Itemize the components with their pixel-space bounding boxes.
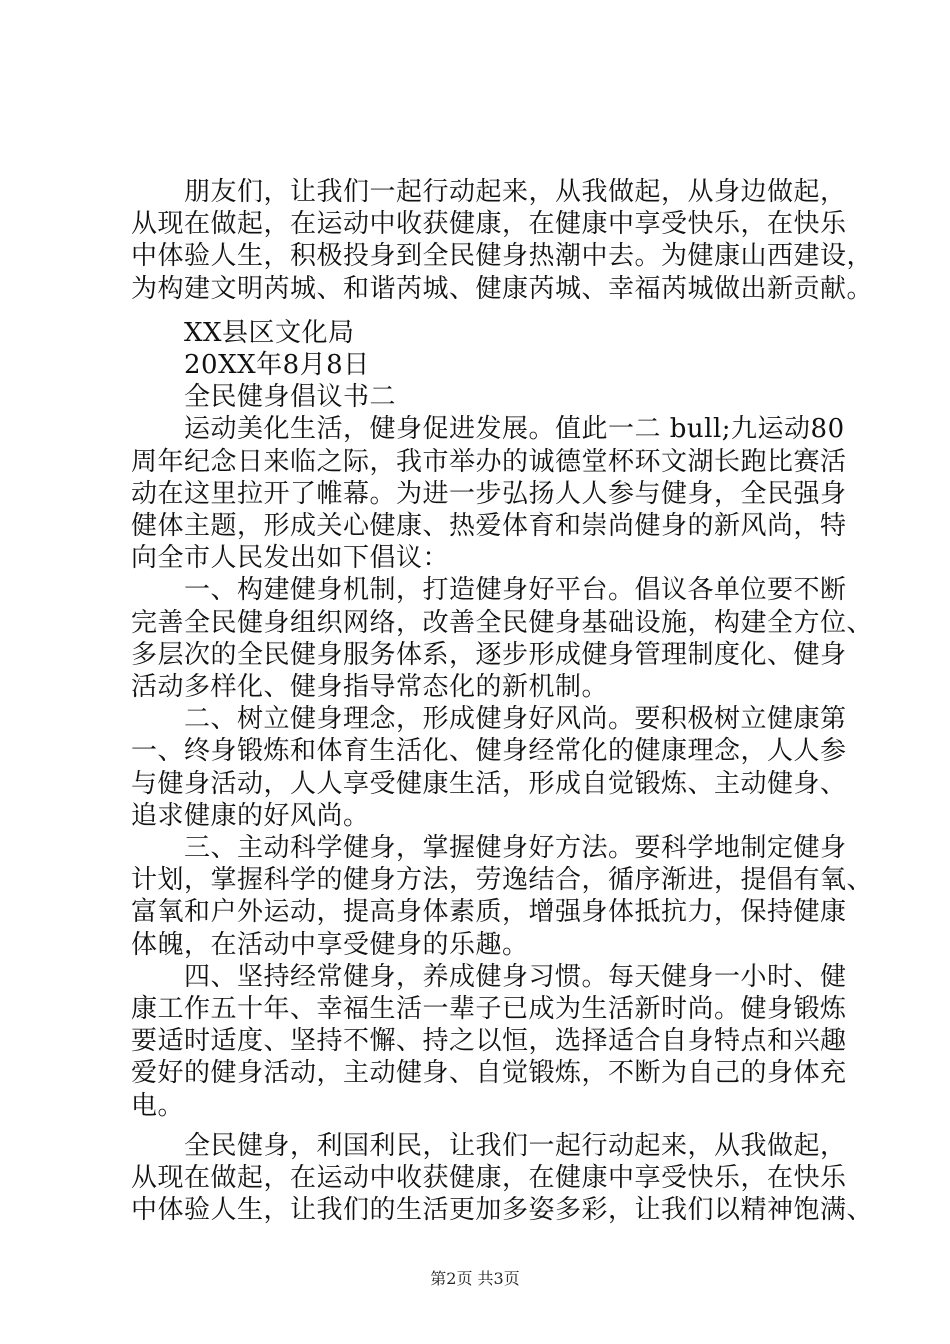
- paragraph-line: 富氧和户外运动，提高身体素质，增强身体抵抗力，保持健康: [131, 897, 847, 927]
- paragraph-line: 朋友们，让我们一起行动起来，从我做起，从身边做起，: [131, 177, 847, 207]
- paragraph-line: 完善全民健身组织网络，改善全民健身基础设施，构建全方位、: [131, 608, 874, 638]
- paragraph-line: 中体验人生，让我们的生活更加多姿多彩，让我们以精神饱满、: [131, 1195, 874, 1225]
- paragraph-line: 为构建文明芮城、和谐芮城、健康芮城、幸福芮城做出新贡献。: [131, 274, 874, 304]
- paragraph-line: 三、主动科学健身，掌握健身好方法。要科学地制定健身: [131, 833, 847, 863]
- signature-date: 20XX年8月8日: [131, 350, 370, 380]
- paragraph-line: 周年纪念日来临之际，我市举办的诚德堂杯环文湖长跑比赛活: [131, 447, 847, 477]
- paragraph-line: 一、终身锻炼和体育生活化、健身经常化的健康理念，人人参: [131, 736, 847, 766]
- paragraph-line: 一、构建健身机制，打造健身好平台。倡议各单位要不断: [131, 575, 847, 605]
- paragraph-line: 与健身活动，人人享受健康生活，形成自觉锻炼、主动健身、: [131, 769, 847, 799]
- paragraph-line: 动在这里拉开了帷幕。为进一步弘扬人人参与健身，全民强身: [131, 479, 847, 509]
- section-title: 全民健身倡议书二: [131, 382, 397, 412]
- paragraph-line: 健体主题，形成关心健康、热爱体育和崇尚健身的新风尚，特: [131, 511, 847, 541]
- paragraph-line: 活动多样化、健身指导常态化的新机制。: [131, 672, 609, 702]
- paragraph-line: 四、坚持经常健身，养成健身习惯。每天健身一小时、健: [131, 962, 847, 992]
- paragraph-line: 运动美化生活，健身促进发展。值此一二 bull;九运动80: [131, 414, 845, 444]
- paragraph-line: 从现在做起，在运动中收获健康，在健康中享受快乐，在快乐: [131, 1163, 847, 1193]
- paragraph-line: 二、树立健身理念，形成健身好风尚。要积极树立健康第: [131, 704, 847, 734]
- paragraph-line: 要适时适度、坚持不懈、持之以恒，选择适合自身特点和兴趣: [131, 1026, 847, 1056]
- paragraph-line: 计划，掌握科学的健身方法，劳逸结合，循序渐进，提倡有氧、: [131, 865, 874, 895]
- paragraph-line: 多层次的全民健身服务体系，逐步形成健身管理制度化、健身: [131, 640, 847, 670]
- paragraph-line: 体魄，在活动中享受健身的乐趣。: [131, 930, 529, 960]
- paragraph-line: 向全市人民发出如下倡议：: [131, 543, 450, 573]
- page-footer: 第2页 共3页: [430, 1269, 520, 1288]
- paragraph-line: 从现在做起，在运动中收获健康，在健康中享受快乐，在快乐: [131, 209, 847, 239]
- paragraph-line: 电。: [131, 1091, 185, 1121]
- paragraph-line: 爱好的健身活动，主动健身、自觉锻炼，不断为自己的身体充: [131, 1058, 847, 1088]
- paragraph-line: 康工作五十年、幸福生活一辈子已成为生活新时尚。健身锻炼: [131, 994, 847, 1024]
- signature-organization: XX县区文化局: [131, 318, 355, 348]
- paragraph-line: 中体验人生，积极投身到全民健身热潮中去。为健康山西建设，: [131, 241, 874, 271]
- paragraph-line: 全民健身，利国利民，让我们一起行动起来，从我做起，: [131, 1131, 847, 1161]
- paragraph-line: 追求健康的好风尚。: [131, 801, 370, 831]
